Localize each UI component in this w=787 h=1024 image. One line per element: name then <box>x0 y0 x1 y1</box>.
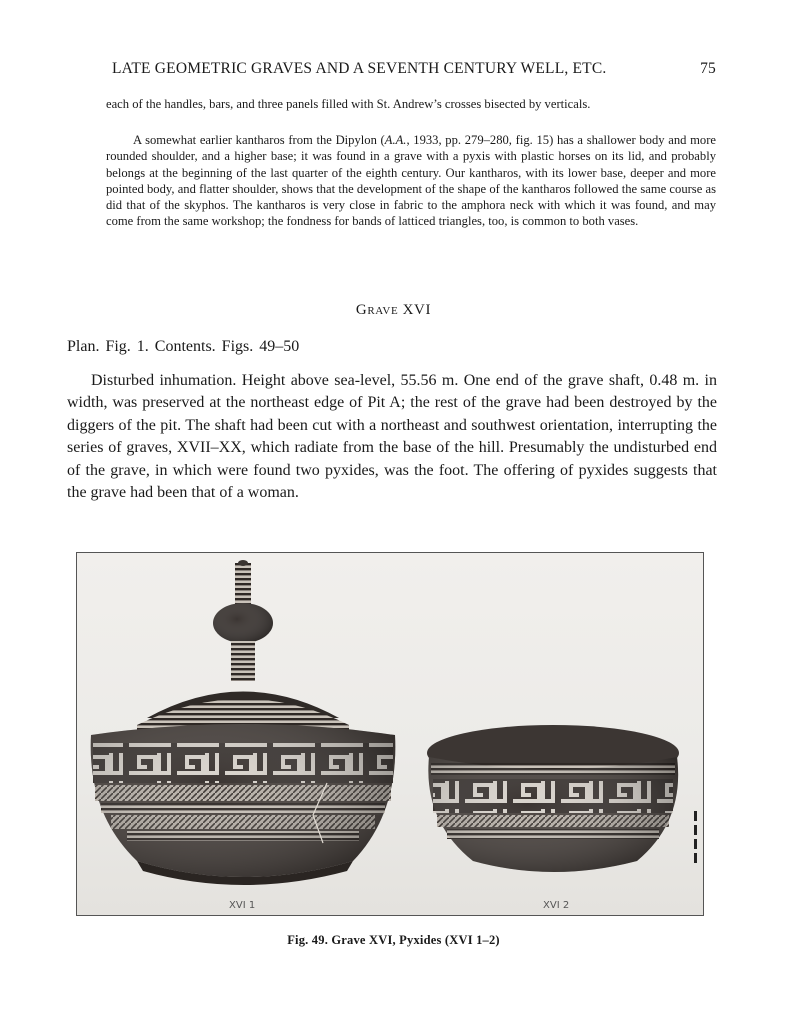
kantharos-text-rest: , 1933, pp. 279–280, fig. 15) has a shallower body and more rounded shoulder, and a higher base; it was found in a grave with a pyxis with plastic horses on its lid, and probably belongs at the beginning of the last quarter of the eighth century. Our kantharos, with its lower base, deeper and more pointed body, and flatter shoulder, shows that the development of the shape of the kantharos followed the same course as did that of the skyphos. The kantharos is very close in fabric to the amphora neck with which it was found, and may come from the same workshop; the fondness for bands of latticed triangles, too, is common to both vases. <box>106 133 716 229</box>
continued-paragraph: each of the handles, bars, and three panels filled with St. Andrew’s crosses bisected by verticals. <box>106 97 591 111</box>
kantharos-text-start: A somewhat earlier kantharos from the Dipylon ( <box>133 133 385 147</box>
kantharos-paragraph-block <box>106 132 716 230</box>
running-head-title: LATE GEOMETRIC GRAVES AND A SEVENTH CENTURY WELL, ETC. <box>112 60 607 77</box>
figure-label-left: XVI 1 <box>229 900 256 911</box>
figure-caption: Fig. 49. Grave XVI, Pyxides (XVI 1–2) <box>287 933 500 947</box>
journal-abbrev: A.A. <box>384 133 407 147</box>
scale-bar <box>694 811 697 863</box>
pyxides-photo <box>77 553 703 915</box>
section-heading: Grave XVI <box>355 302 432 318</box>
plan-contents-line: Plan. Fig. 1. Contents. Figs. 49–50 <box>67 338 300 355</box>
small-pyxis <box>427 725 679 872</box>
figure-photo <box>76 552 704 916</box>
kantharos-paragraph <box>106 132 716 230</box>
continued-paragraph-block <box>106 96 716 112</box>
page-number: 75 <box>700 60 716 77</box>
grave-description: Disturbed inhumation. Height above sea-level, 55.56 m. One end of the grave shaft, 0.48 m. in width, was preserved at the northeast edge of Pit A; the rest of the grave had been destroyed by the diggers of the pit. The shaft had been cut with a northeast and southwest orientation, interrupting the series of graves, XVII–XX, which radiate from the base of the hill. Presumably the undisturbed end of the grave, in which were found two pyxides, was the foot. The offering of pyxides suggests that the grave had been that of a woman. <box>67 372 717 502</box>
figure-label-right: XVI 2 <box>543 900 570 911</box>
large-pyxis <box>91 560 396 885</box>
